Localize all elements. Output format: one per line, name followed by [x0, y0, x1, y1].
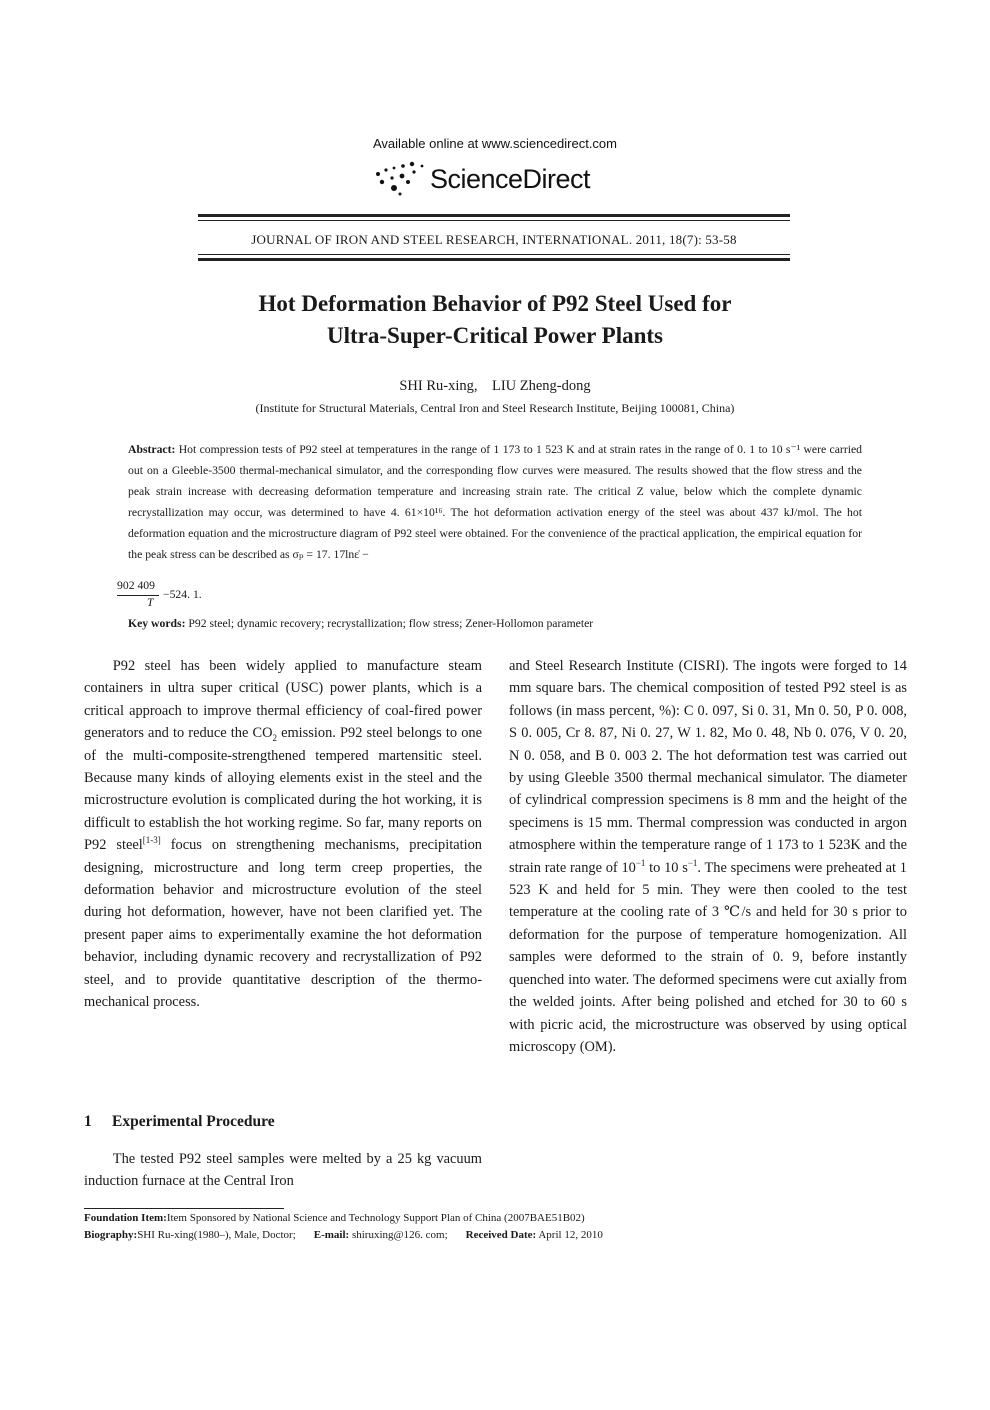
abstract — [128, 439, 862, 565]
right-text-c: . The specimens were preheated at 1 523 K and held for 5 min. They were then cooled to the test temperature at the cooling rate of 3 ℃/s and held for 30 s prior to deformation for the purpose of temperature homogenization. All samples were deformed to the strain of 0. 9, before instantly quenched into water. The deformed specimens were cut axially from the welded joints. After being polished and etched for 30 to 60 s with picric acid, the microstructure was observed by using optical microscopy (OM). — [509, 859, 907, 1055]
formula-numerator: 902 409 — [117, 579, 155, 592]
authors: SHI Ru-xing, LIU Zheng-dong — [399, 378, 591, 394]
body-right-column — [509, 655, 907, 1058]
formula-rest: −524. 1. — [163, 588, 202, 601]
sciencedirect-dots-icon — [372, 160, 432, 200]
available-online-text: Available online at www.sciencedirect.com — [373, 136, 617, 151]
header-rule-top-thin — [198, 220, 790, 221]
sciencedirect-wordmark: ScienceDirect — [430, 164, 591, 194]
foundation-label: Foundation Item: — [84, 1212, 167, 1224]
section-title: Experimental Procedure — [112, 1113, 275, 1130]
right-text-b: to 10 s — [645, 859, 688, 876]
body-left-column — [84, 655, 482, 1014]
email-text: shiruxing@126. com; — [349, 1229, 448, 1241]
section-heading — [84, 1113, 275, 1131]
right-text-a: and Steel Research Institute (CISRI). The ingots were forged to 14 mm square bars. The chemical composition of tested P92 steel is as follows (in mass percent, %): C 0. 097, Si 0. 31, Mn 0. 50, P 0. 008, S 0. 005, Cr 8. 87, Ni 0. 27, W 1. 82, Mo 0. 48, Nb 0. 076, V 0. 20, N 0. 058, and B 0. 003 2. The hot deformation test was carried out by using Gleeble 3500 thermal mechanical simulator. The diameter of cylindrical compression specimens is 8 mm and the height of the specimens is 15 mm. Thermal compression was conducted in argon atmosphere within the temperature range of 1 173 to 1 523K and the strain rate range of 10 — [509, 658, 907, 876]
keywords — [128, 617, 862, 630]
header-rule-bottom-thin — [198, 254, 790, 255]
section-number: 1 — [84, 1113, 92, 1130]
biography-text: SHI Ru-xing(1980–), Male, Doctor; — [137, 1229, 296, 1241]
intro-text-c: focus on strengthening mechanisms, precipitation designing, microstructure and long term creep properties, the deformation behavior and microstructure evolution of the steel during hot deformation, however, have not been clarified yet. The present paper aims to experimentally examine the hot deformation behavior, including dynamic recovery and recrystallization of P92 steel, and to provide quantitative description of the thermo-mechanical process. — [84, 837, 482, 1011]
header-rule-top-thick — [198, 214, 790, 217]
journal-citation: JOURNAL OF IRON AND STEEL RESEARCH, INTERNATIONAL. 2011, 18(7): 53-58 — [251, 232, 737, 247]
biography-footnote — [84, 1229, 904, 1241]
email-label: E-mail: — [313, 1229, 350, 1241]
experimental-paragraph: The tested P92 steel samples were melted by a 25 kg vacuum induction furnace at the Central Iron — [84, 1151, 482, 1190]
body-left-column-continued — [84, 1148, 482, 1193]
keywords-text: P92 steel; dynamic recovery; recrystallization; flow stress; Zener-Hollomon parameter — [185, 617, 594, 630]
header-rule-bottom-thick — [198, 258, 790, 261]
abstract-label: Abstract: — [128, 443, 176, 456]
sciencedirect-logo — [372, 160, 632, 200]
strain-rate-sup1: −1 — [635, 857, 646, 868]
received-label: Received Date: — [465, 1229, 537, 1241]
experimental-paragraph-continued — [509, 655, 907, 1058]
footnote-rule — [84, 1208, 284, 1209]
co2-subscript: 2 — [272, 733, 277, 744]
intro-text-b: emission. P92 steel belongs to one of the multi-composite-strengthened tempered martensitic steel. Because many kinds of alloying elements exist in the steel and the microstructure evolution is complicated during the hot working, it is difficult to establish the hot working regime. So far, many reports on P92 steel — [84, 725, 483, 854]
affiliation: (Institute for Structural Materials, Central Iron and Steel Research Institute, Beijing 100081, China) — [255, 401, 735, 415]
received-text: April 12, 2010 — [536, 1229, 603, 1241]
article-title-line2: Ultra-Super-Critical Power Plants — [327, 323, 663, 348]
citation-ref: [1-3] — [142, 835, 161, 846]
peak-stress-formula — [117, 579, 277, 615]
biography-label: Biography: — [84, 1229, 138, 1241]
intro-text-a: P92 steel has been widely applied to manufacture steam containers in ultra super critical (USC) power plants, which is a critical approach to improve thermal efficiency of coal-fired power generators and to reduce the CO — [84, 658, 482, 742]
article-title — [100, 288, 890, 352]
strain-rate-sup2: −1 — [687, 857, 698, 868]
article-title-line1: Hot Deformation Behavior of P92 Steel Used for — [258, 291, 732, 316]
foundation-text: Item Sponsored by National Science and Technology Support Plan of China (2007BAE51B02) — [166, 1212, 585, 1224]
intro-paragraph — [84, 655, 482, 1014]
foundation-footnote — [84, 1212, 904, 1224]
keywords-label: Key words: — [128, 617, 186, 630]
abstract-text: Hot compression tests of P92 steel at temperatures in the range of 1 173 to 1 523 K and at strain rates in the range of 0. 1 to 10 s⁻¹ were carried out on a Gleeble-3500 thermal-mechanical simulator, and the corresponding flow curves were measured. The results showed that the flow stress and the peak strain increase with decreasing deformation temperature and increasing strain rate. The critical Z value, below which the complete dynamic recrystallization may occur, was determined to have 4. 61×10¹⁶. The hot deformation activation energy of the steel was about 437 kJ/mol. The hot deformation equation and the microstructure diagram of P92 steel were obtained. For the convenience of the practical application, the empirical equation for the peak stress can be described as σₚ = 17. 17lnε̇ − — [128, 443, 862, 561]
formula-denominator: T — [147, 596, 154, 609]
